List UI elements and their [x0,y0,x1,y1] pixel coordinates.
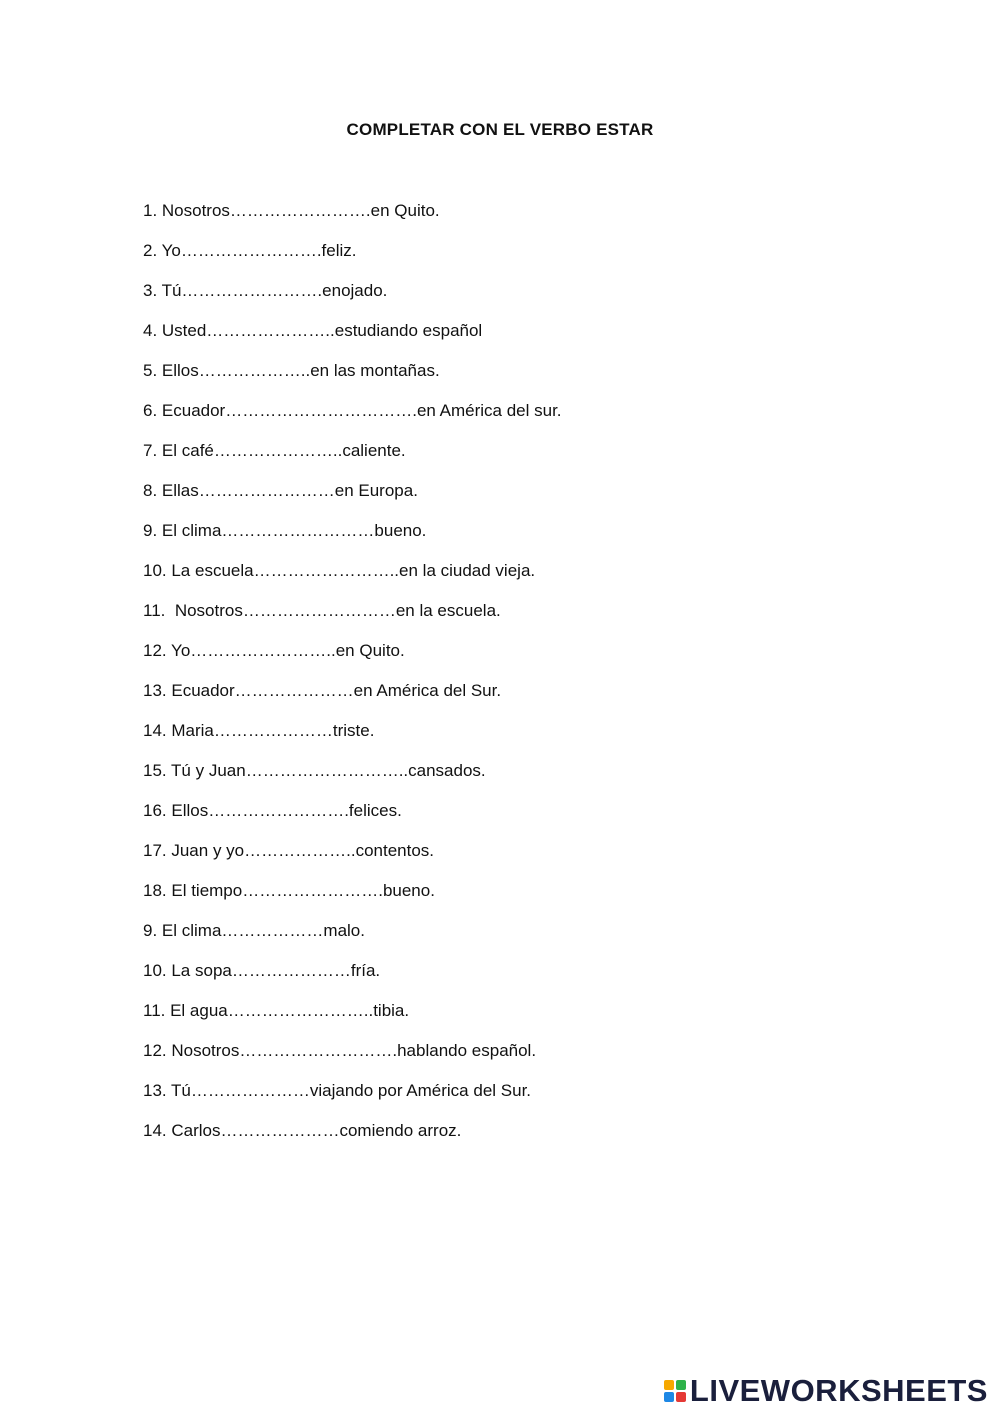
logo-square-3 [664,1392,674,1402]
exercise-item-17: 17. Juan y yo………………..contentos. [143,841,435,860]
exercise-list [143,200,562,1160]
logo-square-2 [676,1380,686,1390]
exercise-item-15: 15. Tú y Juan………………………..cansados. [143,761,486,780]
logo-square-1 [664,1380,674,1390]
exercise-item-3: 3. Tú…………………….enojado. [143,281,388,300]
exercise-item-18: 18. El tiempo…………………….bueno. [143,881,435,900]
exercise-item-12: 12. Yo……………………..en Quito. [143,641,405,660]
exercise-item-24: 14. Carlos…………………comiendo arroz. [143,1121,462,1140]
exercise-item-6: 6. Ecuador…………………………….en América del sur. [143,401,562,420]
exercise-item-8: 8. Ellas……………………en Europa. [143,481,418,500]
exercise-item-7: 7. El café…………………..caliente. [143,441,406,460]
exercise-item-19: 9. El clima………………malo. [143,921,365,940]
exercise-item-21: 11. El agua……………………..tibia. [143,1001,410,1020]
exercise-item-14: 14. Maria…………………triste. [143,721,375,740]
liveworksheets-logo-icon [664,1380,686,1402]
exercise-item-22: 12. Nosotros……………………….hablando español. [143,1041,537,1060]
exercise-item-10: 10. La escuela……………………..en la ciudad vieja. [143,561,536,580]
page-title: COMPLETAR CON EL VERBO ESTAR [346,120,654,139]
exercise-item-2: 2. Yo…………………….feliz. [143,241,357,260]
exercise-item-4: 4. Usted…………………..estudiando español [143,321,483,340]
exercise-item-13: 13. Ecuador…………………en América del Sur. [143,681,502,700]
exercise-item-16: 16. Ellos…………………….felices. [143,801,402,820]
exercise-item-11: 11. Nosotros………………………en la escuela. [143,601,501,620]
exercise-item-9: 9. El clima………………………bueno. [143,521,427,540]
exercise-item-1: 1. Nosotros…………………….en Quito. [143,201,440,220]
liveworksheets-logo [664,1375,988,1406]
exercise-item-23: 13. Tú…………………viajando por América del Sur. [143,1081,532,1100]
exercise-item-20: 10. La sopa…………………fría. [143,961,381,980]
exercise-item-5: 5. Ellos………………..en las montañas. [143,361,440,380]
liveworksheets-logo-text: LIVEWORKSHEETS [689,1373,988,1408]
logo-square-4 [676,1392,686,1402]
